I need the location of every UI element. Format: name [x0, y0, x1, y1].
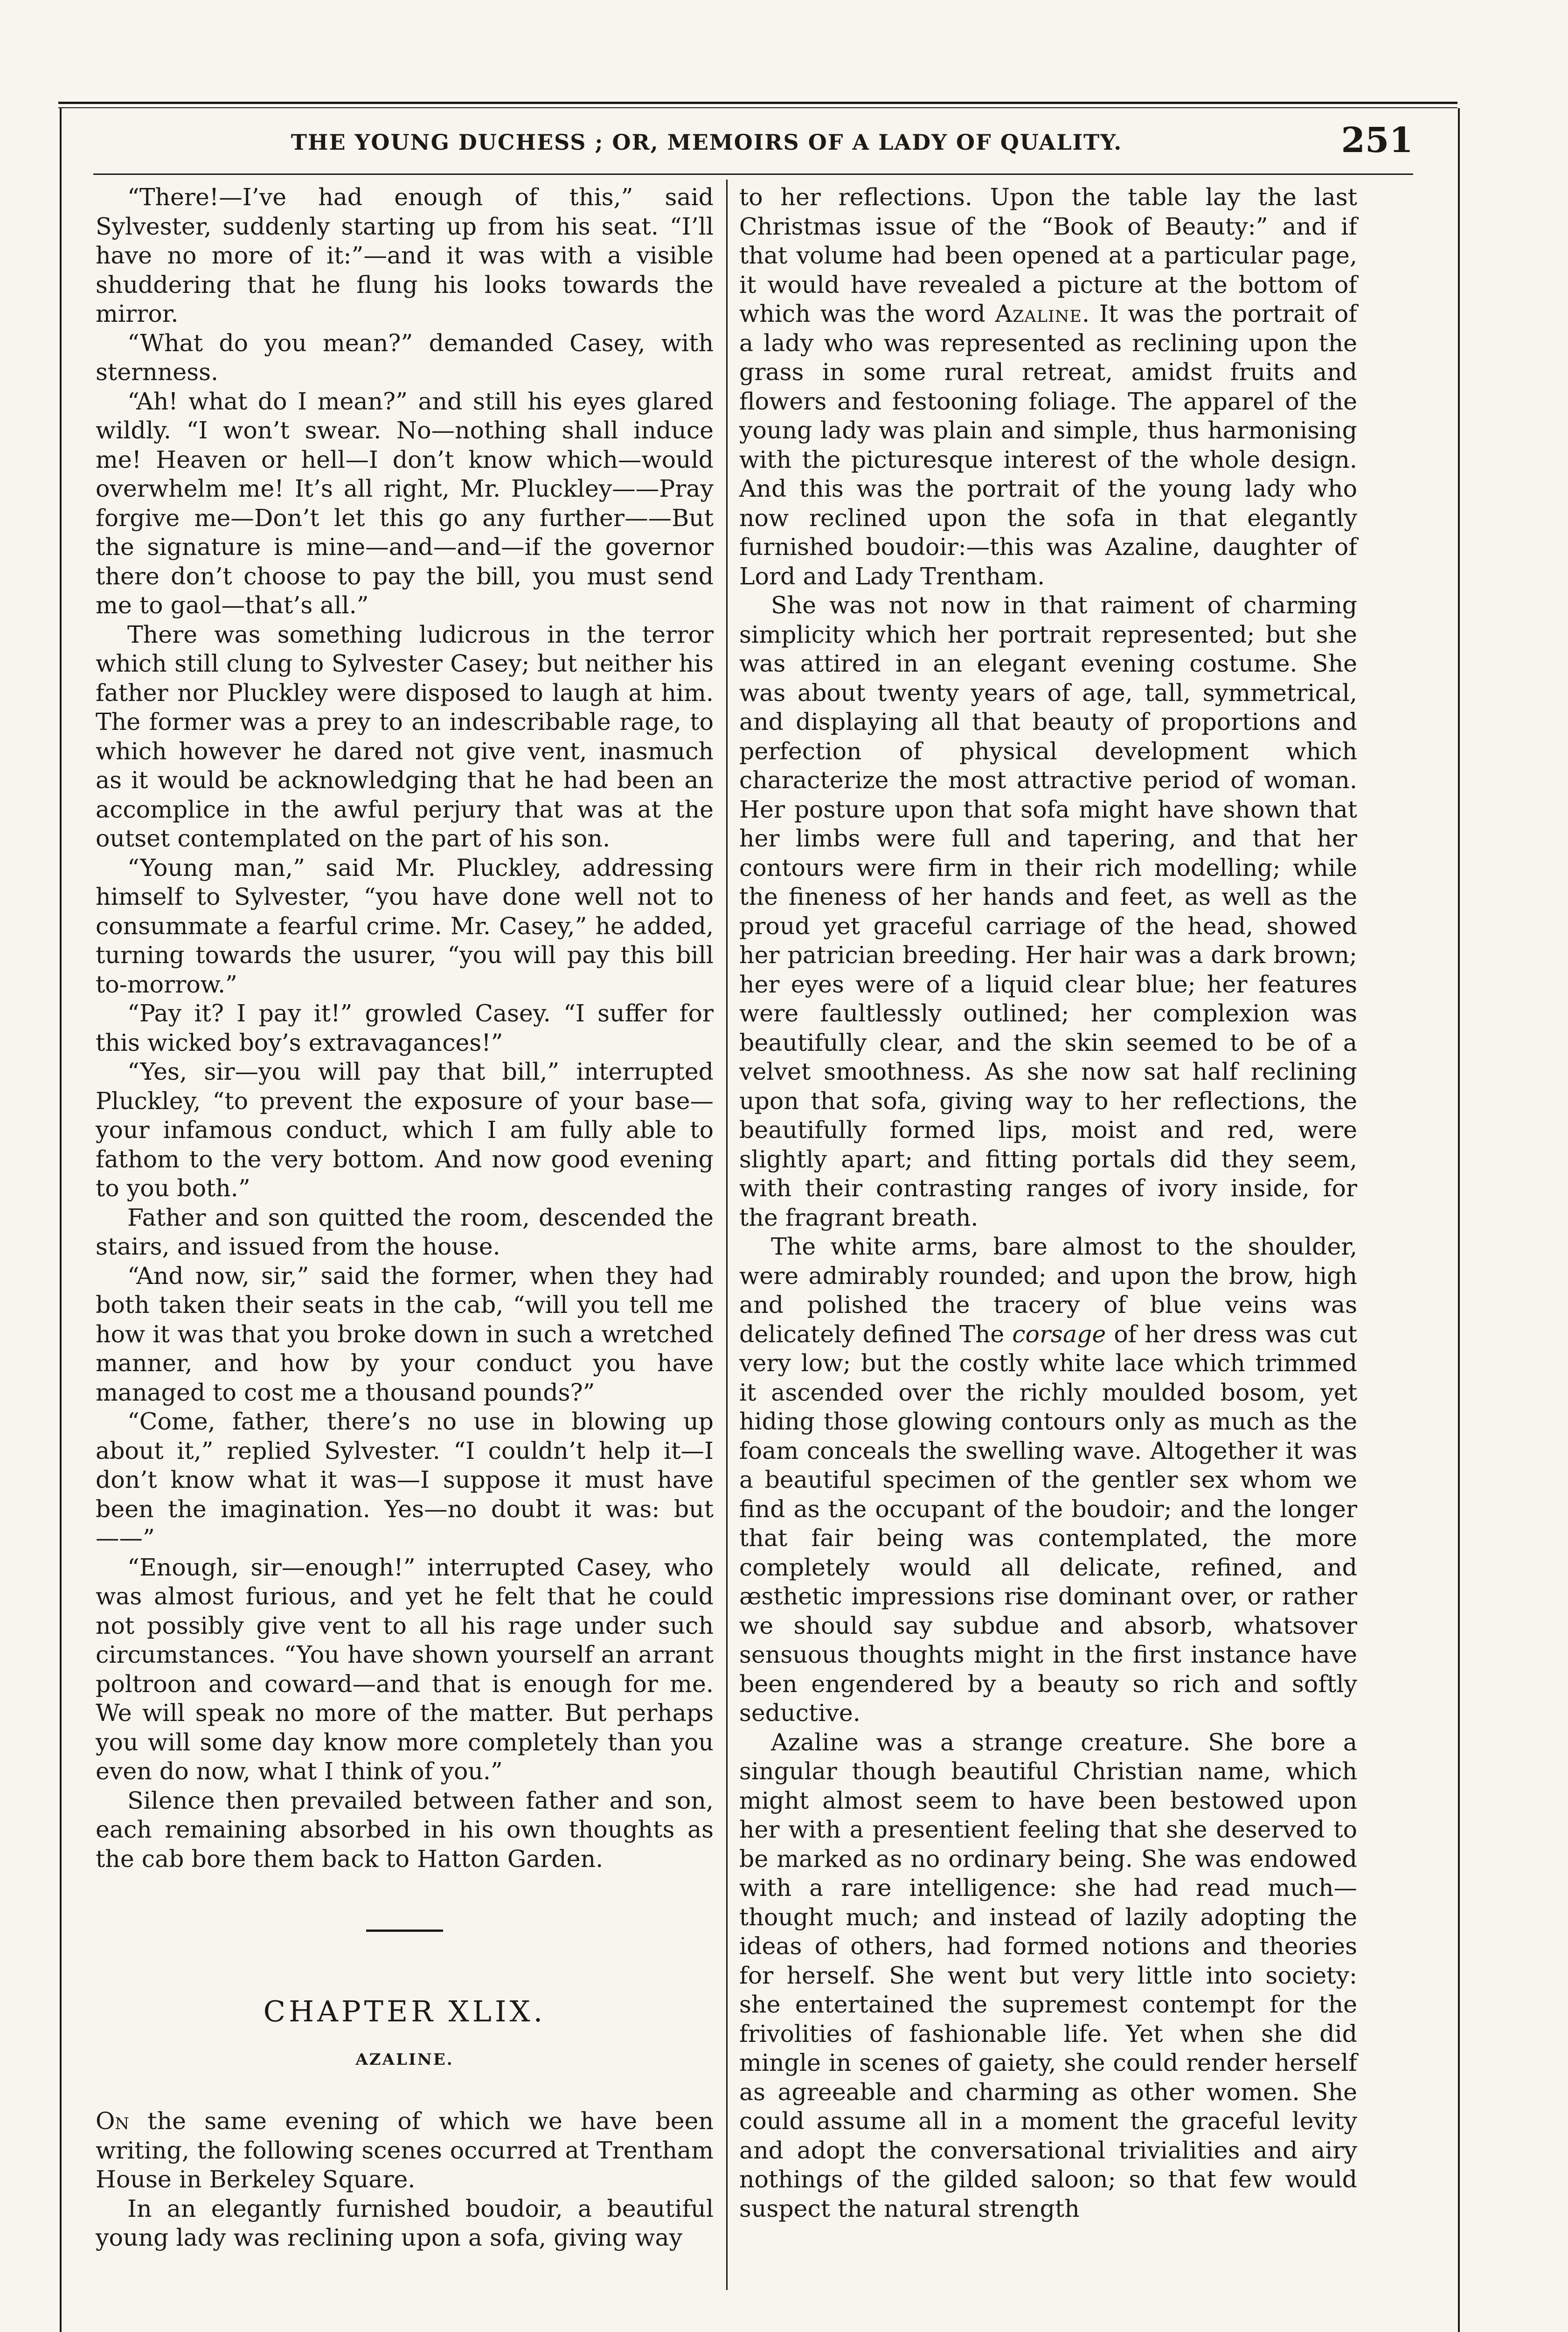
section-separator: [366, 1929, 443, 1932]
column-divider: [726, 180, 728, 2290]
italic-word: corsage: [1012, 1320, 1106, 1348]
text-run: of her dress was cut very low; but the costly white lace which trimmed it ascended over the richly moulded bosom, yet hiding those glowing contours only as much as the foam conceals the swelling wave. Altogether it was a beautiful specimen of the gentler sex whom we find as the occupant of the boudoir; and the longer that fair being was contemplated, the more completely would all delicate, refined, and æsthetic impressions rise dominant over, or rather we should say subdue and absorb, whatsover sensuous thoughts might in the first instance have been engendered by a beauty so rich and softly seductive.: [739, 1320, 1357, 1727]
name-small-caps: Azaline: [995, 300, 1082, 327]
right-column: [739, 183, 1357, 2223]
paragraph: [739, 1232, 1357, 1728]
paragraph: “Young man,” said Mr. Pluckley, addressing himself to Sylvester, “you have done well not to consummate a fearful crime. Mr. Casey,” he added, turning towards the usurer, “you will pay this bill to-morrow.”: [96, 854, 714, 998]
running-title: THE YOUNG DUCHESS ; OR, MEMOIRS OF A LADY OF QUALITY.: [291, 130, 1123, 155]
page-header: [93, 117, 1413, 177]
paragraph: “There!—I’ve had enough of this,” said Sylvester, suddenly starting up from his seat. “I’ll have no more of it:”—and it was with a visible shuddering that he flung his looks towards the mirror.: [96, 183, 714, 327]
paragraph: “What do you mean?” demanded Casey, with sternness.: [96, 329, 714, 386]
text-run: . It was the portrait of a lady who was represented as reclining upon the grass in some rural retreat, amidst fruits and flowers and festooning foliage. The apparel of the young lady was plain and simple, thus harmonising with the picturesque interest of the whole design. And this was the portrait of the young lady who now reclined upon the sofa in that elegantly furnished boudoir:—this was Azaline, daughter of Lord and Lady Trentham.: [739, 300, 1357, 590]
chapter-title: CHAPTER XLIX.: [263, 1994, 546, 2028]
paragraph: “Yes, sir—you will pay that bill,” interrupted Pluckley, “to prevent the exposure of your base—your infamous conduct, which I am fully able to fathom to the very bottom. And now good evening to you both.”: [96, 1058, 714, 1202]
chapter-opening-paragraph: [96, 2107, 714, 2194]
paragraph: Azaline was a strange creature. She bore a singular though beautiful Christian name, which might almost seem to have been bestowed upon her with a presentient feeling that she deserved to be marked as no ordinary being. She was endowed with a rare intelligence: she had read much—thought much; and instead of lazily adopting the ideas of others, had formed notions and theories for herself. She went but very little into society: she entertained the supremest contempt for the frivolities of fashionable life. Yet when she did mingle in scenes of gaiety, she could render herself as agreeable and charming as other women. She could assume all in a moment the graceful levity and adopt the conversational trivialities and airy nothings of the gilded saloon; so that few would suspect the natural strength: [739, 1728, 1357, 2222]
paragraph: “And now, sir,” said the former, when they had both taken their seats in the cab, “will you tell me how it was that you broke down in such a wretched manner, and how by your conduct you have managed to cost me a thousand pounds?”: [96, 1262, 714, 1406]
text-run: The white arms, bare almost to the shoulder, were admirably rounded; and upon the brow, high and polished the tracery of blue veins was delicately defined The: [739, 1233, 1357, 1348]
chapter-subtitle: AZALINE.: [355, 2050, 454, 2069]
paragraph: In an elegantly furnished boudoir, a beautiful young lady was reclining upon a sofa, giving way: [96, 2194, 714, 2251]
paragraph: Silence then prevailed between father and son, each remaining absorbed in his own thoughts as the cab bore them back to Hatton Garden.: [96, 1786, 714, 1873]
page-number: 251: [1341, 120, 1413, 160]
paragraph: “Ah! what do I mean?” and still his eyes glared wildly. “I won’t swear. No—nothing shall induce me! Heaven or hell—I don’t know which—would overwhelm me! It’s all right, Mr. Pluckley——Pray forgive me—Don’t let this go any further——But the signature is mine—and—and—if the governor there don’t choose to pay the bill, you must send me to gaol—that’s all.”: [96, 387, 714, 619]
paragraph: “Pay it? I pay it!” growled Casey. “I suffer for this wicked boy’s extravagances!”: [96, 999, 714, 1056]
top-border-thick: [58, 102, 1457, 104]
paragraph: “Come, father, there’s no use in blowing up about it,” replied Sylvester. “I couldn’t help it—I don’t know what it was—I suppose it must have been the imagination. Yes—no doubt it was: but——”: [96, 1408, 714, 1552]
opening-word: On: [96, 2107, 130, 2135]
paragraph: She was not now in that raiment of charming simplicity which her portrait represented; but she was attired in an elegant evening costume. She was about twenty years of age, tall, symmetrical, and displaying all that beauty of proportions and perfection of physical development which characterize the most attractive period of woman. Her posture upon that sofa might have shown that her limbs were full and tapering, and that her contours were firm in their rich modelling; while the fineness of her hands and feet, as well as the proud yet graceful carriage of the head, showed her patrician breeding. Her hair was a dark brown; her eyes were of a liquid clear blue; her features were faultlessly outlined; her complexion was beautifully clear, and the skin seemed to be of a velvet smoothness. As she now sat half reclining upon that sofa, giving way to her reflections, the beautifully formed lips, moist and red, were slightly apart; and fitting portals did they seem, with their contrasting ranges of ivory inside, for the fragrant breath.: [739, 591, 1357, 1231]
left-column: [96, 183, 714, 2253]
paragraph: [739, 183, 1357, 591]
paragraph: “Enough, sir—enough!” interrupted Casey, who was almost furious, and yet he felt that he could not possibly give vent to all his rage under such circumstances. “You have shown yourself an arrant poltroon and coward—and that is enough for me. We will speak no more of the matter. But perhaps you will some day know more completely than you even do now, what I think of you.”: [96, 1553, 714, 1785]
paragraph: Father and son quitted the room, descended the stairs, and issued from the house.: [96, 1203, 714, 1260]
opening-text: the same evening of which we have been writing, the following scenes occurred at Trentham House in Berkeley Square.: [96, 2107, 714, 2193]
header-rule: [93, 174, 1413, 175]
text-run: to her reflections. Upon the table lay the last Christmas issue of the “Book of Beauty:” and if that volume had been opened at a particular page, it would have revealed a picture at the bottom of which was the word: [739, 183, 1357, 327]
paragraph: There was something ludicrous in the terror which still clung to Sylvester Casey; but neither his father nor Pluckley were disposed to laugh at him. The former was a prey to an indescribable rage, to which however he dared not give vent, inasmuch as it would be acknowledging that he had been an accomplice in the awful perjury that was at the outset contemplated on the part of his son.: [96, 620, 714, 852]
